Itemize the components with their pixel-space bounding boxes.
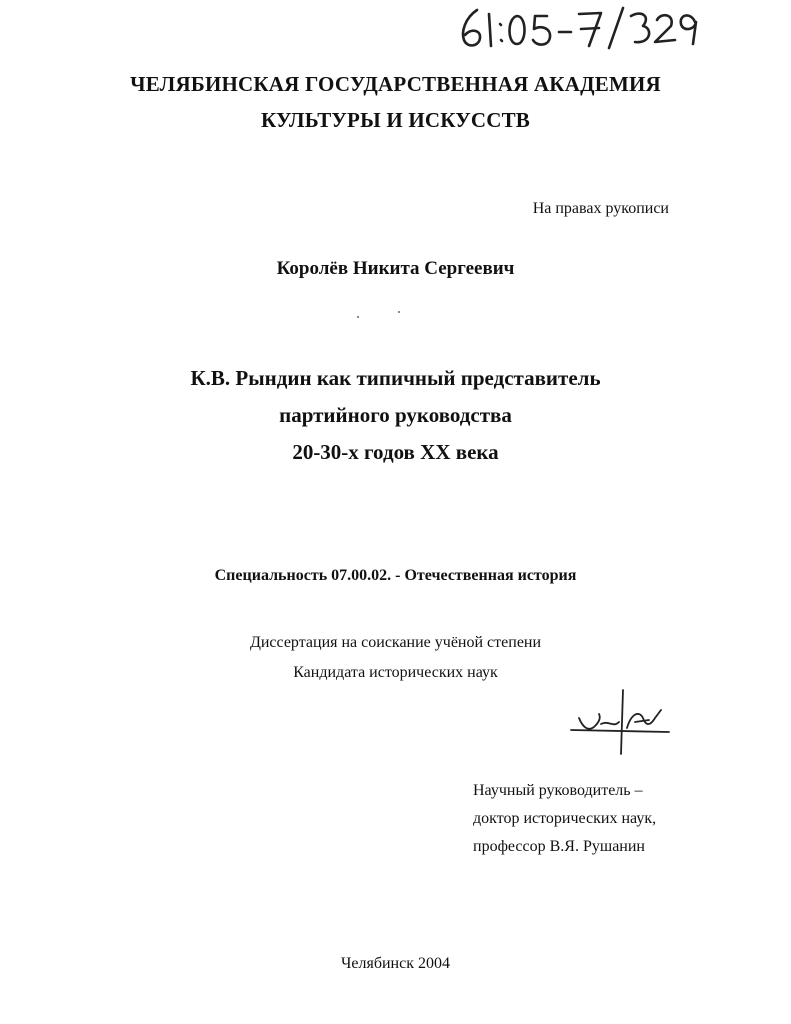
supervisor-line-2: доктор исторических наук, bbox=[473, 810, 657, 827]
title-line-1: К.В. Рындин как типичный представитель bbox=[190, 366, 601, 390]
scan-speck bbox=[357, 316, 359, 318]
institution-line-2: КУЛЬТУРЫ И ИСКУССТВ bbox=[261, 108, 530, 132]
handwritten-archive-number bbox=[455, 2, 705, 52]
signature bbox=[565, 688, 675, 758]
institution-line-1: ЧЕЛЯБИНСКАЯ ГОСУДАРСТВЕННАЯ АКАДЕМИЯ bbox=[130, 72, 661, 96]
institution-name bbox=[0, 66, 791, 138]
supervisor-line-3: профессор В.Я. Рушанин bbox=[473, 838, 645, 855]
specialty: Специальность 07.00.02. - Отечественная история bbox=[214, 567, 577, 584]
rights-note: На правах рукописи bbox=[532, 200, 669, 217]
author-name: Королёв Никита Сергеевич bbox=[276, 258, 515, 279]
title-line-3: 20-30-х годов XX века bbox=[292, 440, 499, 464]
supervisor-line-1: Научный руководитель – bbox=[473, 782, 643, 799]
degree-line-2: Кандидата исторических наук bbox=[293, 664, 498, 681]
city-and-year: Челябинск 2004 bbox=[341, 955, 450, 972]
title-line-2: партийного руководства bbox=[279, 403, 512, 427]
degree-line-1: Диссертация на соискание учёной степени bbox=[249, 634, 542, 651]
dissertation-title bbox=[0, 360, 791, 471]
scientific-supervisor bbox=[473, 777, 656, 861]
degree-statement bbox=[0, 628, 791, 688]
scan-speck bbox=[398, 311, 400, 313]
